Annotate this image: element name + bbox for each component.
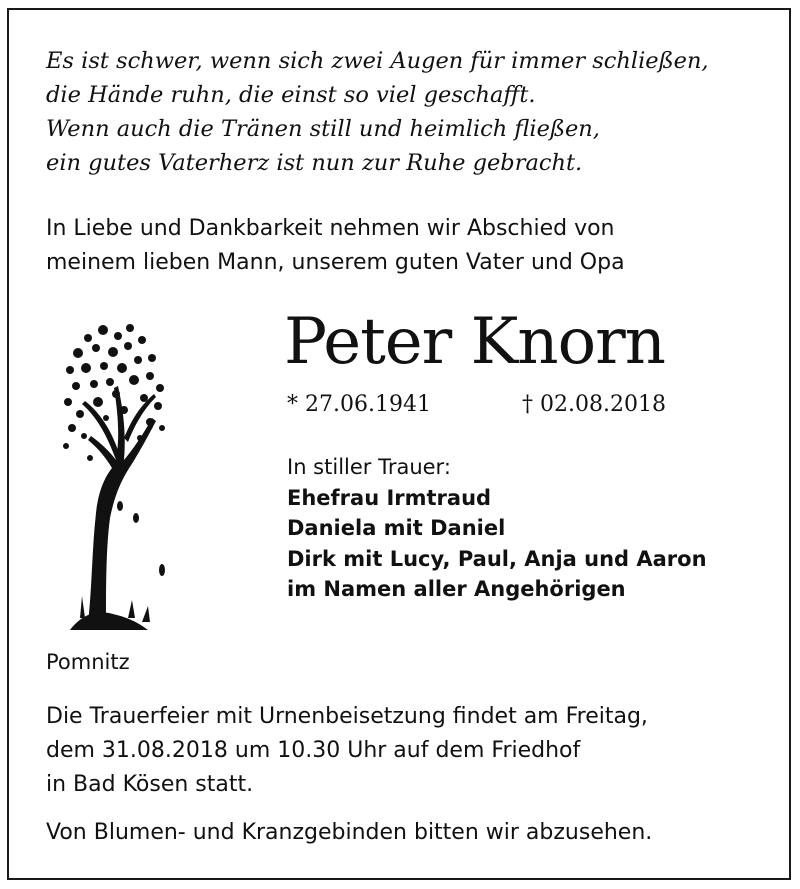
service-info [46, 700, 648, 802]
service-line: in Bad Kösen statt. [46, 772, 254, 797]
deceased-name: Peter Knorn [284, 305, 665, 379]
poem [46, 44, 766, 180]
closing-note: Von Blumen- und Kranzgebinden bitten wir abzusehen. [46, 820, 653, 845]
intro-text [46, 212, 766, 280]
poem-line: Es ist schwer, wenn sich zwei Augen für immer schließen, [46, 48, 709, 74]
birth-date: * 27.06.1941 [287, 392, 431, 417]
poem-line: die Hände ruhn, die einst so viel geschafft. [46, 82, 536, 108]
mourner-name: Ehefrau Irmtraud [287, 485, 492, 510]
service-line: dem 31.08.2018 um 10.30 Uhr auf dem Friedhof [46, 738, 581, 763]
mourner-name: Dirk mit Lucy, Paul, Anja und Aaron [287, 546, 707, 571]
tree-illustration [58, 318, 168, 638]
service-line: Die Trauerfeier mit Urnenbeisetzung findet am Freitag, [46, 704, 648, 729]
death-date: † 02.08.2018 [522, 392, 666, 417]
poem-line: ein gutes Vaterherz ist nun zur Ruhe gebracht. [46, 150, 583, 176]
mourners-heading: In stiller Trauer: [287, 455, 451, 479]
place-name: Pomnitz [46, 650, 130, 674]
mourners-block [287, 452, 707, 605]
intro-line: meinem lieben Mann, unserem guten Vater und Opa [46, 250, 625, 275]
intro-line: In Liebe und Dankbarkeit nehmen wir Abschied von [46, 216, 615, 241]
poem-line: Wenn auch die Tränen still und heimlich fließen, [46, 116, 600, 142]
mourner-name: im Namen aller Angehörigen [287, 577, 626, 601]
mourner-name: Daniela mit Daniel [287, 516, 506, 540]
